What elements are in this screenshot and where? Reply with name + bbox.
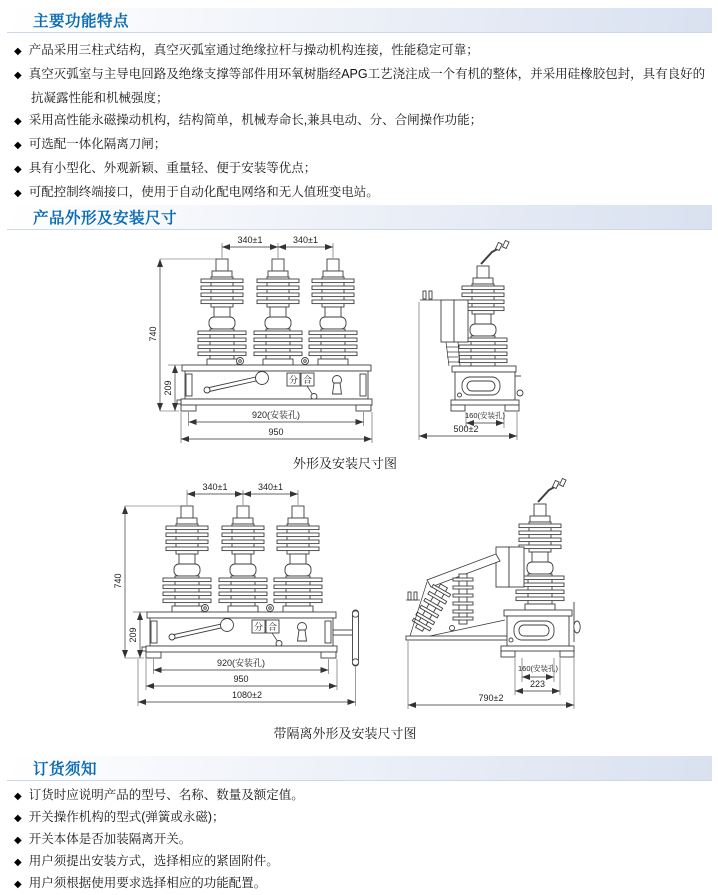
bullet-icon: ◆ [14,835,22,846]
section-header-dimensions [7,205,712,230]
figure1-caption: 外形及安装尺寸图 [292,456,397,471]
front-view-1 [148,235,372,443]
dim-side-holes: 160(安装孔) [464,411,506,420]
indicator-open-label: 分 [288,375,299,385]
bullet-icon: ◆ [14,879,22,890]
list-item [14,785,708,807]
list-item-text: 开关操作机构的型式(弹簧或永磁)； [28,810,225,824]
dim-width: 950 [233,674,249,684]
dim-mount-holes: 920(安装孔) [251,410,301,420]
bullet-icon: ◆ [14,140,22,151]
list-item-text: 产品采用三柱式结构，真空灭弧室通过绝缘拉杆与操动机构连接，性能稳定可靠； [28,43,479,57]
section-title: 主要功能特点 [33,13,130,30]
indicator-open-label: 分 [253,622,264,632]
figure1-drawing [0,230,718,456]
list-item-text: 可选配一体化隔离刀闸； [28,137,167,151]
list-item-text: 订货时应说明产品的型号、名称、数量及额定值。 [28,788,304,802]
bullet-icon: ◆ [14,116,22,127]
section-header-features [7,8,712,33]
bullet-icon: ◆ [14,791,22,802]
dim-side-holes: 160(安装孔) [517,664,559,673]
list-item [14,873,708,895]
list-item-text: 具有小型化、外观新颖、重量轻、便于安装等优点； [28,161,317,175]
bullet-icon: ◆ [14,46,22,57]
list-item [14,157,708,181]
section-title: 产品外形及安装尺寸 [33,210,178,227]
features-list [0,39,718,205]
dim-phase-right: 340±1 [258,482,283,492]
dim-box-height: 209 [163,380,173,396]
indicator-close-label: 合 [267,622,278,632]
section-title: 订货须知 [33,761,98,778]
bullet-icon: ◆ [14,70,22,81]
dim-phase-right: 340±1 [293,235,318,245]
bullet-icon: ◆ [14,857,22,868]
figure2-drawing [0,474,718,726]
side-view-1 [419,240,523,440]
dim-total-depth: 790±2 [478,693,504,703]
dim-width: 950 [268,427,284,437]
list-item [14,39,708,63]
dim-box-height: 209 [128,627,138,643]
ordering-list [0,785,718,895]
dim-depth-inner: 223 [529,679,546,689]
dim-height: 740 [113,573,123,589]
indicator-close-label: 合 [302,375,313,385]
list-item [14,63,708,109]
dim-phase-left: 340±1 [202,482,228,492]
list-item [14,109,708,133]
side-view-2 [406,478,580,709]
section-header-ordering [7,756,712,781]
dim-height: 740 [148,326,158,342]
figure2-caption: 带隔离外形及安装尺寸图 [273,726,417,741]
figure1 [0,230,718,474]
list-item-text: 开关本体是否加装隔离开关。 [28,832,192,846]
dim-mount-holes: 920(安装孔) [216,658,266,668]
list-item-text: 可配控制终端接口，使用于自动化配电网络和无人值班变电站。 [28,185,379,199]
front-view-2 [113,482,359,706]
list-item-text: 真空灭弧室与主导电回路及绝缘支撑等部件用环氧树脂经APG工艺浇注成一个有机的整体，并采用硅橡胶包封，具有良好的抗凝露性能和机械强度； [28,67,706,105]
list-item [14,133,708,157]
dim-phase-left: 340±1 [237,235,263,245]
list-item-text: 用户须提出安装方式，选择相应的紧固附件。 [28,854,279,868]
list-item-text: 用户须根据使用要求选择相应的功能配置。 [28,876,267,890]
dim-depth: 500±2 [453,424,479,434]
list-item [14,807,708,829]
list-item-text: 采用高性能永磁操动机构，结构简单，机械寿命长,兼具电动、分、合闸操作功能； [28,113,483,127]
dim-total-width: 1080±2 [232,690,262,700]
bullet-icon: ◆ [14,164,22,175]
figure2 [0,474,718,744]
bullet-icon: ◆ [14,188,22,199]
list-item [14,829,708,851]
list-item [14,181,708,205]
bullet-icon: ◆ [14,813,22,824]
